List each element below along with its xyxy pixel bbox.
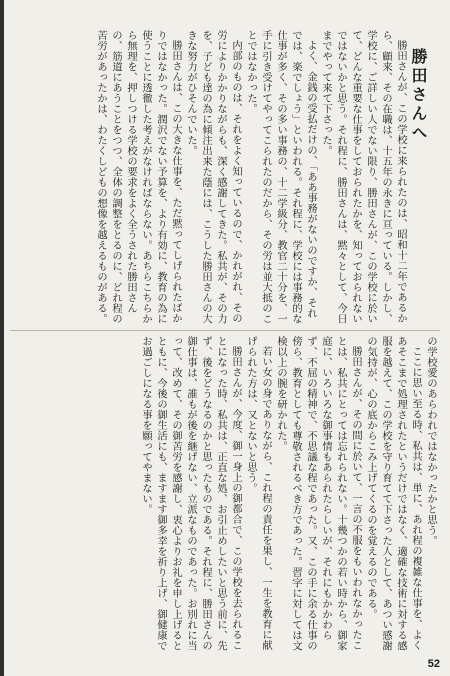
- paragraph: ここに思い至る時、私共は、単に、あれ程の複雑な仕事を、よくあそこまで処理されたというだけではなく、適確な技術に対する感服を越えて、この学校を守り育てて下さった人として、あつい感謝の気持が、心の底からこみ上げてくるのを覚えるのである。: [365, 336, 422, 651]
- page-number: 52: [427, 658, 440, 670]
- paragraph: 勝田さんは、この大きな仕事を、ただ黙ってしげられたばかりではなかった。潤沢でない予算を、より有効に、教育の為に使うことに透徹した考えがなければならない。あちらこちらから無理を、押しつける学校の要求をよく全うされた勝田さんの、筋道にあうことをつつ、全体の調整をとるのに、どれ程の苦労があったかは、わたくしどもの想像を越えるものがある。: [95, 30, 182, 324]
- paragraph: の学校愛のあらわれではなかったかと思う。: [425, 336, 437, 546]
- upper-text-band: [18, 30, 408, 326]
- paragraph: 勝田さんが、この学校に来られたのは、昭和十二年であるから、顧来、その在職は、十五年の永きに亘っている。しかし、学校に、ご詳しい人でない限り、勝田さんが、この学校に於いて、どんな重要な仕事をしておられたかを、知っておられないではないかと思う。それ程に、勝田さんは、黙々として、今日までやって来て下さった。: [320, 30, 407, 324]
- lower-text-band: [18, 336, 438, 654]
- paragraph: 若い女の身でありながら、これ程の責任を果し、一生を教育に献げられた方は、又とないと思う。: [245, 336, 272, 651]
- paragraph: 内部のものは、それをよく知っているので、かれがれ、その労によりかかりながらも、深く感謝してきた。私共が、その力を、子ども達の為に傾注出来た蔭には、こうした勝田さんの大きな努力がひそんでいた。: [185, 30, 242, 324]
- band-divider: [10, 330, 440, 331]
- article-title: 勝田さんへ: [409, 48, 428, 143]
- paragraph: よく、金銭の受払だけの、「ああ事務がないのですか、それでは、楽でしょう」といわれる。それ程に、学校には事務的な仕事が多く、その多い事務の、十二学級分、教官二十分を、一手に引き受けてやってこられたのだから、その労は並大抵のことではなかった。: [245, 30, 317, 324]
- paragraph: 勝田さんが、その間に於いて、一言の不服をもいわれなかったことは、私共にとっては忘れられない。十幾つかの若い時から、御家庭に、いろいろな御事情もあられたらしいが、それにもかかわらず、不屈の精神で、不思議な程であった。又、この手に余る仕事の傍ら、教育としても尊敬されるべき方であった。習字に対しては文検以上の腕を研かれた。: [275, 336, 362, 651]
- paragraph: 勝田さんが、今度、御一身上の御都合で、この学校を去られることになった時、私共は、正直な処、お引止めしたいと思う前に、先ず、後をどうなるのかと思ったものである。それ程に、勝田さんの御仕事は、誰もが後を継げない、立派なものであった。お別れに当って、改めて、その御苦労を感謝し、衷心よりお礼を申し上げるとともに、今後の御生活にも、ますます御多幸を祈り上げ、御健康でお過ごしになる事を願ってやまない。: [140, 336, 242, 651]
- page-edge-shadow: [0, 0, 4, 676]
